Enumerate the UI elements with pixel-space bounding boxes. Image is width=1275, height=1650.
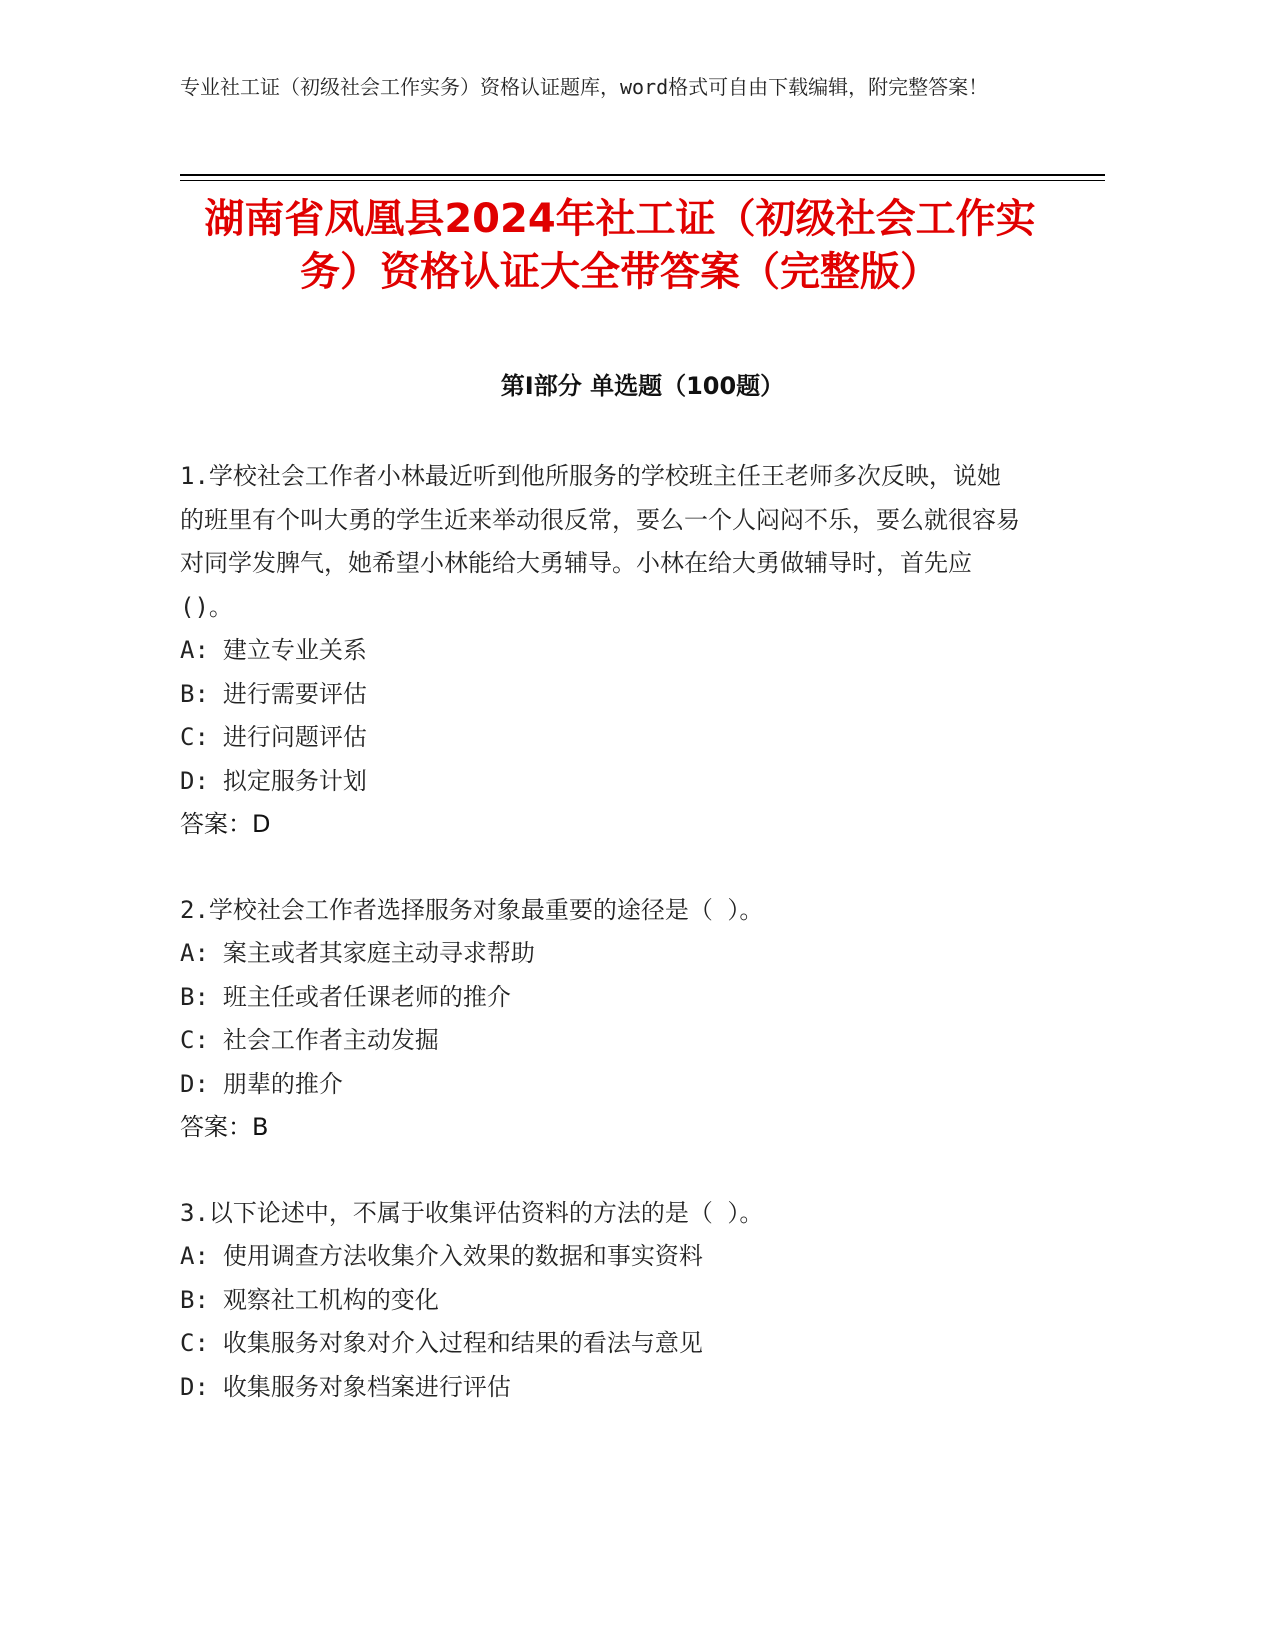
option-key: A: [180, 939, 209, 967]
option-text: 社会工作者主动发掘 [222, 1026, 439, 1054]
option-text: 建立专业关系 [222, 636, 367, 664]
option-text: 收集服务对象档案进行评估 [222, 1372, 511, 1401]
option-c [180, 1322, 1020, 1366]
question-stem: 1.学校社会工作者小林最近听到他所服务的学校班主任王老师多次反映，说她的班里有个叫大勇的学生近来举动很反常，要么一个人闷闷不乐，要么就很容易对同学发脾气，她希望小林能给大勇辅导。小林在给大勇做辅导时，首先应()。 [180, 462, 1020, 621]
option-key: B: [180, 1285, 209, 1314]
option-text: 朋辈的推介 [222, 1069, 343, 1098]
option-b [180, 1279, 1020, 1323]
option-text: 使用调查方法收集介入效果的数据和事实资料 [222, 1242, 703, 1270]
option-text: 案主或者其家庭主动寻求帮助 [222, 939, 535, 967]
option-b [180, 673, 1020, 717]
option-d [180, 760, 1020, 804]
option-text: 收集服务对象对介入过程和结果的看法与意见 [222, 1329, 703, 1357]
option-key: D: [180, 1372, 209, 1401]
answer-line: 答案：D [180, 810, 271, 838]
option-key: D: [180, 1069, 209, 1098]
option-key: B: [180, 982, 209, 1011]
option-key: D: [180, 766, 209, 795]
option-text: 拟定服务计划 [222, 766, 367, 795]
header-divider-thick [180, 174, 1105, 176]
option-key: C: [180, 1026, 209, 1054]
option-key: A: [180, 636, 209, 664]
option-text: 进行需要评估 [222, 679, 367, 708]
question-stem: 2.学校社会工作者选择服务对象最重要的途径是（ ）。 [180, 895, 764, 924]
option-a [180, 1235, 1020, 1279]
option-c [180, 716, 1020, 760]
option-b [180, 976, 1020, 1020]
option-key: B: [180, 679, 209, 708]
question-item [180, 889, 1020, 1150]
option-a [180, 932, 1020, 976]
question-item [180, 1192, 1020, 1410]
question-item [180, 455, 1020, 847]
option-key: C: [180, 1329, 209, 1357]
option-c [180, 1019, 1020, 1063]
answer-line: 答案：B [180, 1113, 269, 1141]
document-title: 湖南省凤凰县2024年社工证（初级社会工作实务）资格认证大全带答案（完整版） [204, 196, 1036, 295]
section-heading: 第Ⅰ部分 单选题（100题） [500, 372, 785, 400]
question-list [180, 455, 1020, 1451]
option-text: 进行问题评估 [222, 723, 367, 751]
header-note: 专业社工证（初级社会工作实务）资格认证题库，word格式可自由下载编辑，附完整答案！ [180, 75, 989, 99]
question-stem: 3.以下论述中，不属于收集评估资料的方法的是（ ）。 [180, 1198, 764, 1227]
option-text: 观察社工机构的变化 [222, 1285, 439, 1314]
option-key: C: [180, 723, 209, 751]
option-text: 班主任或者任课老师的推介 [222, 982, 511, 1011]
option-key: A: [180, 1242, 209, 1270]
option-d [180, 1366, 1020, 1410]
option-d [180, 1063, 1020, 1107]
option-a [180, 629, 1020, 673]
header-divider-thin [180, 180, 1105, 181]
